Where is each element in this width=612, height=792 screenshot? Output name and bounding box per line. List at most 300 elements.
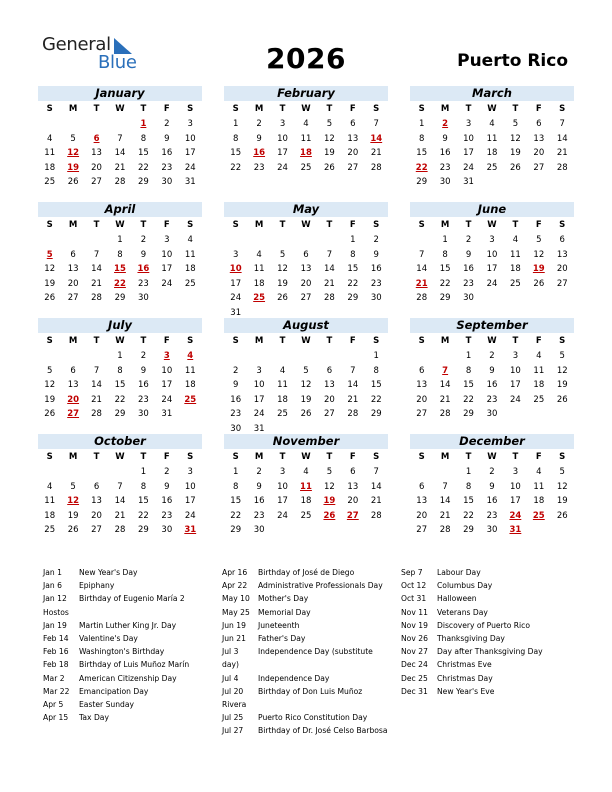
day-cell: 30 xyxy=(439,177,451,187)
holiday-name: Day after Thanksgiving Day xyxy=(437,647,543,657)
day-cell xyxy=(179,407,202,422)
day-cell: 1 xyxy=(350,235,356,245)
holiday-name: Thanksgiving Day xyxy=(437,634,505,644)
holiday-date: Nov 11 xyxy=(401,607,428,617)
day-cell xyxy=(527,407,550,422)
weekday-label: W xyxy=(487,104,497,114)
day-cell: 23 xyxy=(439,162,451,173)
holiday-day-cell: 16 xyxy=(253,148,266,158)
day-cell: 21 xyxy=(556,148,568,158)
holiday-date: Mar 2 xyxy=(43,673,65,683)
weekday-label: W xyxy=(115,104,125,114)
holiday-day-cell: 14 xyxy=(370,133,383,144)
day-cell: 13 xyxy=(67,264,79,274)
weekday-label: M xyxy=(254,452,264,462)
day-cell xyxy=(294,349,317,364)
month-january xyxy=(38,86,202,190)
day-cell: 14 xyxy=(416,264,428,274)
day-cell: 6 xyxy=(303,249,309,260)
day-cell: 19 xyxy=(44,394,56,405)
day-cell: 8 xyxy=(373,365,379,376)
day-cell: 10 xyxy=(184,481,196,492)
day-cell: 16 xyxy=(370,264,382,274)
month-title: January xyxy=(38,86,202,101)
day-cell: 8 xyxy=(233,481,239,492)
day-cell: 22 xyxy=(114,394,126,405)
day-cell: 6 xyxy=(419,481,425,492)
day-cell: 1 xyxy=(373,351,379,361)
holiday-day-cell: 15 xyxy=(114,264,126,274)
day-cell: 8 xyxy=(442,249,448,260)
day-cell xyxy=(61,233,84,248)
day-cell: 10 xyxy=(486,249,498,260)
week-row xyxy=(410,175,574,190)
day-cell: 20 xyxy=(67,278,79,289)
day-cell: 20 xyxy=(91,162,102,173)
month-title: March xyxy=(410,86,574,101)
holiday-date: Dec 25 xyxy=(401,673,428,683)
holiday-day-cell: 22 xyxy=(415,162,428,173)
day-cell: 4 xyxy=(256,249,262,260)
day-cell: 4 xyxy=(303,467,309,477)
day-cell: 6 xyxy=(326,365,333,376)
holiday-name: day) xyxy=(222,660,239,670)
day-cell: 23 xyxy=(486,394,498,405)
day-cell: 16 xyxy=(486,380,498,390)
day-cell: 15 xyxy=(137,496,149,506)
month-may xyxy=(224,202,388,320)
month-march xyxy=(410,86,574,190)
day-cell: 13 xyxy=(91,496,102,506)
day-cell: 13 xyxy=(67,380,79,390)
day-cell: 3 xyxy=(187,119,193,129)
weekday-label: M xyxy=(68,452,78,462)
day-cell: 21 xyxy=(370,496,382,506)
day-cell: 20 xyxy=(347,496,359,506)
day-cell: 17 xyxy=(161,380,173,390)
day-cell: 28 xyxy=(91,293,102,303)
weekday-label: W xyxy=(487,220,497,230)
holiday-list-item xyxy=(43,592,189,605)
holiday-name: Halloween xyxy=(437,594,477,604)
day-cell: 6 xyxy=(536,119,542,129)
holiday-date: Nov 26 xyxy=(401,634,428,644)
day-cell: 1 xyxy=(117,235,123,245)
day-cell: 27 xyxy=(416,525,428,535)
day-cell: 24 xyxy=(486,278,498,289)
day-cell: 3 xyxy=(512,351,519,361)
day-cell: 19 xyxy=(509,148,521,158)
weekday-label: S xyxy=(187,452,194,462)
day-cell: 26 xyxy=(44,409,56,419)
holiday-day-cell: 10 xyxy=(229,264,242,274)
week-row xyxy=(410,509,574,524)
holiday-list-item xyxy=(43,698,189,711)
day-cell: 14 xyxy=(114,496,126,506)
weekday-label: T xyxy=(93,336,100,346)
day-cell: 1 xyxy=(419,119,425,129)
week-row xyxy=(224,248,388,263)
day-cell: 13 xyxy=(416,380,428,390)
day-cell: 29 xyxy=(230,525,242,535)
day-cell: 20 xyxy=(416,394,428,405)
day-cell: 10 xyxy=(463,133,474,144)
weekday-label: F xyxy=(535,220,542,230)
day-cell: 7 xyxy=(93,365,100,376)
month-title: April xyxy=(38,202,202,217)
weekday-label: S xyxy=(373,452,380,462)
day-cell: 24 xyxy=(184,162,196,173)
day-cell: 9 xyxy=(233,380,239,390)
week-row xyxy=(410,523,574,538)
week-row xyxy=(38,291,202,306)
holiday-date: Jul 25 xyxy=(222,713,244,723)
holiday-name: Independence Day (substitute xyxy=(258,647,373,657)
week-row xyxy=(410,480,574,495)
week-row xyxy=(38,132,202,147)
day-cell: 14 xyxy=(323,264,335,274)
week-row xyxy=(38,262,202,277)
holiday-day-cell: 7 xyxy=(442,365,449,376)
week-row xyxy=(410,117,574,132)
weekday-label: T xyxy=(465,220,472,230)
day-cell: 14 xyxy=(556,133,568,144)
day-cell xyxy=(38,465,61,480)
logo-text-blue: Blue xyxy=(98,52,137,73)
weekday-label: M xyxy=(68,336,78,346)
day-cell: 5 xyxy=(279,249,286,260)
day-cell: 2 xyxy=(164,119,170,129)
day-cell: 4 xyxy=(47,133,53,144)
day-cell: 1 xyxy=(140,467,147,477)
day-cell xyxy=(85,349,108,364)
holiday-date: Dec 31 xyxy=(401,686,428,696)
day-cell: 11 xyxy=(533,365,545,376)
holiday-list-item xyxy=(43,672,189,685)
day-cell: 21 xyxy=(91,278,102,289)
holiday-name: Tax Day xyxy=(79,713,109,723)
day-cell: 23 xyxy=(137,278,149,289)
day-cell: 7 xyxy=(373,467,379,477)
holiday-list-item xyxy=(43,632,189,645)
day-cell: 30 xyxy=(137,409,149,419)
day-cell: 28 xyxy=(439,409,451,419)
holiday-name: Independence Day xyxy=(258,673,330,683)
day-cell: 25 xyxy=(44,525,56,535)
week-row xyxy=(38,407,202,422)
week-row xyxy=(224,378,388,393)
weekday-label: S xyxy=(559,220,566,230)
holiday-list-item xyxy=(401,566,543,579)
day-cell: 29 xyxy=(114,409,126,419)
day-cell: 7 xyxy=(326,249,333,260)
holiday-name: Martin Luther King Jr. Day xyxy=(79,620,177,630)
day-cell: 11 xyxy=(44,148,56,158)
holiday-list-item xyxy=(43,685,189,698)
day-cell: 8 xyxy=(419,133,425,144)
day-cell: 10 xyxy=(161,365,173,376)
day-cell: 10 xyxy=(509,481,521,492)
country-title: Puerto Rico xyxy=(457,51,568,71)
day-cell: 29 xyxy=(416,177,428,187)
day-cell xyxy=(551,175,574,190)
holiday-list-item xyxy=(222,619,388,632)
day-cell: 9 xyxy=(442,133,448,144)
weekday-label: F xyxy=(349,336,356,346)
weekday-label: T xyxy=(279,104,286,114)
holiday-name: Emancipation Day xyxy=(79,686,149,696)
day-cell: 6 xyxy=(93,481,100,492)
day-cell: 29 xyxy=(370,409,382,419)
holiday-date: Mar 22 xyxy=(43,686,70,696)
weekday-label: S xyxy=(232,452,239,462)
week-row xyxy=(410,393,574,408)
day-cell: 29 xyxy=(137,525,149,535)
weekday-label: M xyxy=(254,220,264,230)
day-cell: 13 xyxy=(556,249,568,260)
day-cell: 5 xyxy=(70,133,76,144)
day-cell: 18 xyxy=(184,380,196,390)
day-cell: 14 xyxy=(91,264,102,274)
holiday-day-cell: 2 xyxy=(442,119,449,129)
holiday-day-cell: 16 xyxy=(137,264,150,274)
month-title: October xyxy=(38,434,202,449)
holiday-date: Apr 15 xyxy=(43,713,69,723)
day-cell: 22 xyxy=(370,394,382,405)
day-cell: 11 xyxy=(300,133,312,144)
day-cell: 22 xyxy=(230,510,242,521)
holiday-list-item xyxy=(43,658,189,671)
day-cell: 13 xyxy=(533,133,545,144)
year-title: 2026 xyxy=(266,42,346,75)
day-cell: 16 xyxy=(137,380,149,390)
holiday-list-col-1 xyxy=(43,566,189,724)
day-cell: 17 xyxy=(230,278,242,289)
day-cell: 3 xyxy=(465,119,472,129)
day-cell: 15 xyxy=(230,148,242,158)
weekday-header xyxy=(38,102,202,117)
holiday-list-item xyxy=(222,672,388,685)
day-cell: 5 xyxy=(536,235,542,245)
weekday-label: T xyxy=(140,104,147,114)
weekday-label: S xyxy=(187,220,194,230)
week-row xyxy=(224,393,388,408)
day-cell: 18 xyxy=(277,394,288,405)
holiday-name: Mother's Day xyxy=(258,594,309,604)
day-cell: 25 xyxy=(44,177,56,187)
weekday-header xyxy=(410,218,574,233)
day-cell: 29 xyxy=(137,177,149,187)
day-cell: 17 xyxy=(277,148,288,158)
week-row xyxy=(38,393,202,408)
day-cell: 27 xyxy=(416,409,428,419)
day-cell xyxy=(341,523,364,538)
week-row xyxy=(38,233,202,248)
day-cell: 10 xyxy=(184,133,196,144)
week-row xyxy=(224,523,388,538)
weekday-label: T xyxy=(279,452,286,462)
day-cell: 25 xyxy=(533,394,545,405)
weekday-label: F xyxy=(349,220,356,230)
day-cell: 29 xyxy=(439,293,451,303)
weekday-label: W xyxy=(301,104,311,114)
weekday-label: T xyxy=(326,336,333,346)
holiday-day-cell: 26 xyxy=(323,510,336,521)
day-cell: 9 xyxy=(489,365,495,376)
month-title: May xyxy=(224,202,388,217)
day-cell: 11 xyxy=(277,380,288,390)
day-cell: 8 xyxy=(465,365,472,376)
weekday-label: M xyxy=(68,104,78,114)
day-cell: 21 xyxy=(439,510,451,521)
week-row xyxy=(224,465,388,480)
day-cell: 12 xyxy=(277,264,288,274)
weekday-header xyxy=(410,102,574,117)
day-cell xyxy=(247,233,270,248)
day-cell: 21 xyxy=(91,394,102,405)
holiday-list-item xyxy=(401,632,543,645)
weekday-label: S xyxy=(559,336,566,346)
day-cell: 12 xyxy=(300,380,312,390)
day-cell xyxy=(61,349,84,364)
day-cell: 7 xyxy=(559,119,565,129)
day-cell xyxy=(85,117,108,132)
week-row xyxy=(410,248,574,263)
day-cell: 6 xyxy=(350,467,356,477)
week-row xyxy=(224,407,388,422)
day-cell: 30 xyxy=(161,525,173,535)
day-cell xyxy=(271,523,294,538)
weekday-label: W xyxy=(115,220,125,230)
week-row xyxy=(410,132,574,147)
day-cell: 11 xyxy=(486,133,498,144)
day-cell: 19 xyxy=(277,278,288,289)
weekday-label: F xyxy=(535,104,542,114)
day-cell: 18 xyxy=(533,496,545,506)
day-cell: 9 xyxy=(256,133,262,144)
day-cell: 15 xyxy=(230,496,242,506)
day-cell: 11 xyxy=(509,249,521,260)
day-cell: 26 xyxy=(277,293,288,303)
day-cell: 27 xyxy=(300,293,312,303)
day-cell: 18 xyxy=(184,264,196,274)
day-cell: 24 xyxy=(161,278,173,289)
day-cell xyxy=(551,407,574,422)
day-cell: 26 xyxy=(556,394,568,405)
day-cell xyxy=(224,349,247,364)
holiday-list-item xyxy=(401,645,543,658)
weekday-label: M xyxy=(68,220,78,230)
day-cell xyxy=(480,291,503,306)
day-cell: 12 xyxy=(44,264,56,274)
day-cell xyxy=(318,233,341,248)
weekday-label: S xyxy=(418,104,425,114)
day-cell: 30 xyxy=(370,293,382,303)
week-row xyxy=(410,291,574,306)
holiday-date: Dec 24 xyxy=(401,660,428,670)
day-cell: 31 xyxy=(230,307,242,318)
day-cell: 2 xyxy=(256,119,262,129)
holiday-list-item xyxy=(401,606,543,619)
day-cell: 16 xyxy=(253,496,265,506)
day-cell: 10 xyxy=(253,380,265,390)
day-cell: 20 xyxy=(323,394,335,405)
day-cell: 9 xyxy=(140,365,147,376)
month-title: September xyxy=(410,318,574,333)
holiday-name: Birthday of José de Diego xyxy=(258,568,355,577)
day-cell: 8 xyxy=(233,133,239,144)
day-cell: 6 xyxy=(70,365,76,376)
holiday-name: Veterans Day xyxy=(437,607,488,617)
holiday-list-item xyxy=(222,606,388,619)
month-title: February xyxy=(224,86,388,101)
day-cell: 26 xyxy=(67,177,79,187)
weekday-label: S xyxy=(418,336,425,346)
day-cell: 1 xyxy=(233,119,239,129)
day-cell xyxy=(527,291,550,306)
weekday-label: M xyxy=(254,336,264,346)
holiday-name: Labour Day xyxy=(437,568,481,577)
holiday-list-item xyxy=(222,579,388,592)
day-cell: 18 xyxy=(486,148,498,158)
holiday-date: Jan 6 xyxy=(43,581,62,591)
day-cell: 15 xyxy=(463,496,474,506)
day-cell: 23 xyxy=(253,510,265,521)
holiday-list-item xyxy=(222,645,388,658)
week-row xyxy=(410,146,574,161)
day-cell: 22 xyxy=(347,278,359,289)
weekday-label: T xyxy=(512,220,519,230)
week-row xyxy=(410,465,574,480)
weekday-label: F xyxy=(535,336,542,346)
day-cell: 25 xyxy=(509,278,521,289)
day-cell xyxy=(247,349,270,364)
holiday-list-item xyxy=(222,658,388,671)
weekday-header xyxy=(410,450,574,465)
weekday-header xyxy=(38,334,202,349)
month-title: June xyxy=(410,202,574,217)
weekday-label: M xyxy=(440,104,450,114)
day-cell: 14 xyxy=(439,380,451,390)
day-cell: 6 xyxy=(559,235,565,245)
day-cell: 1 xyxy=(233,467,239,477)
day-cell: 4 xyxy=(536,467,542,477)
day-cell: 7 xyxy=(117,133,123,144)
holiday-day-cell: 24 xyxy=(509,510,522,521)
day-cell xyxy=(365,523,388,538)
day-cell xyxy=(433,349,456,364)
day-cell: 20 xyxy=(91,510,102,521)
day-cell: 14 xyxy=(91,380,102,390)
holiday-day-cell: 27 xyxy=(346,510,359,521)
holiday-date: Nov 19 xyxy=(401,620,428,630)
holiday-name: Easter Sunday xyxy=(79,700,135,710)
day-cell xyxy=(551,291,574,306)
day-cell: 31 xyxy=(253,423,265,434)
holiday-date: May 10 xyxy=(222,594,250,604)
weekday-label: T xyxy=(140,220,147,230)
day-cell: 1 xyxy=(117,351,123,361)
day-cell: 30 xyxy=(137,293,149,303)
day-cell: 9 xyxy=(164,133,170,144)
weekday-label: T xyxy=(465,104,472,114)
holiday-list-item xyxy=(222,698,388,711)
day-cell: 18 xyxy=(44,510,56,521)
holiday-list-item xyxy=(222,632,388,645)
day-cell: 9 xyxy=(489,481,495,492)
day-cell: 10 xyxy=(509,365,521,376)
day-cell xyxy=(504,175,527,190)
